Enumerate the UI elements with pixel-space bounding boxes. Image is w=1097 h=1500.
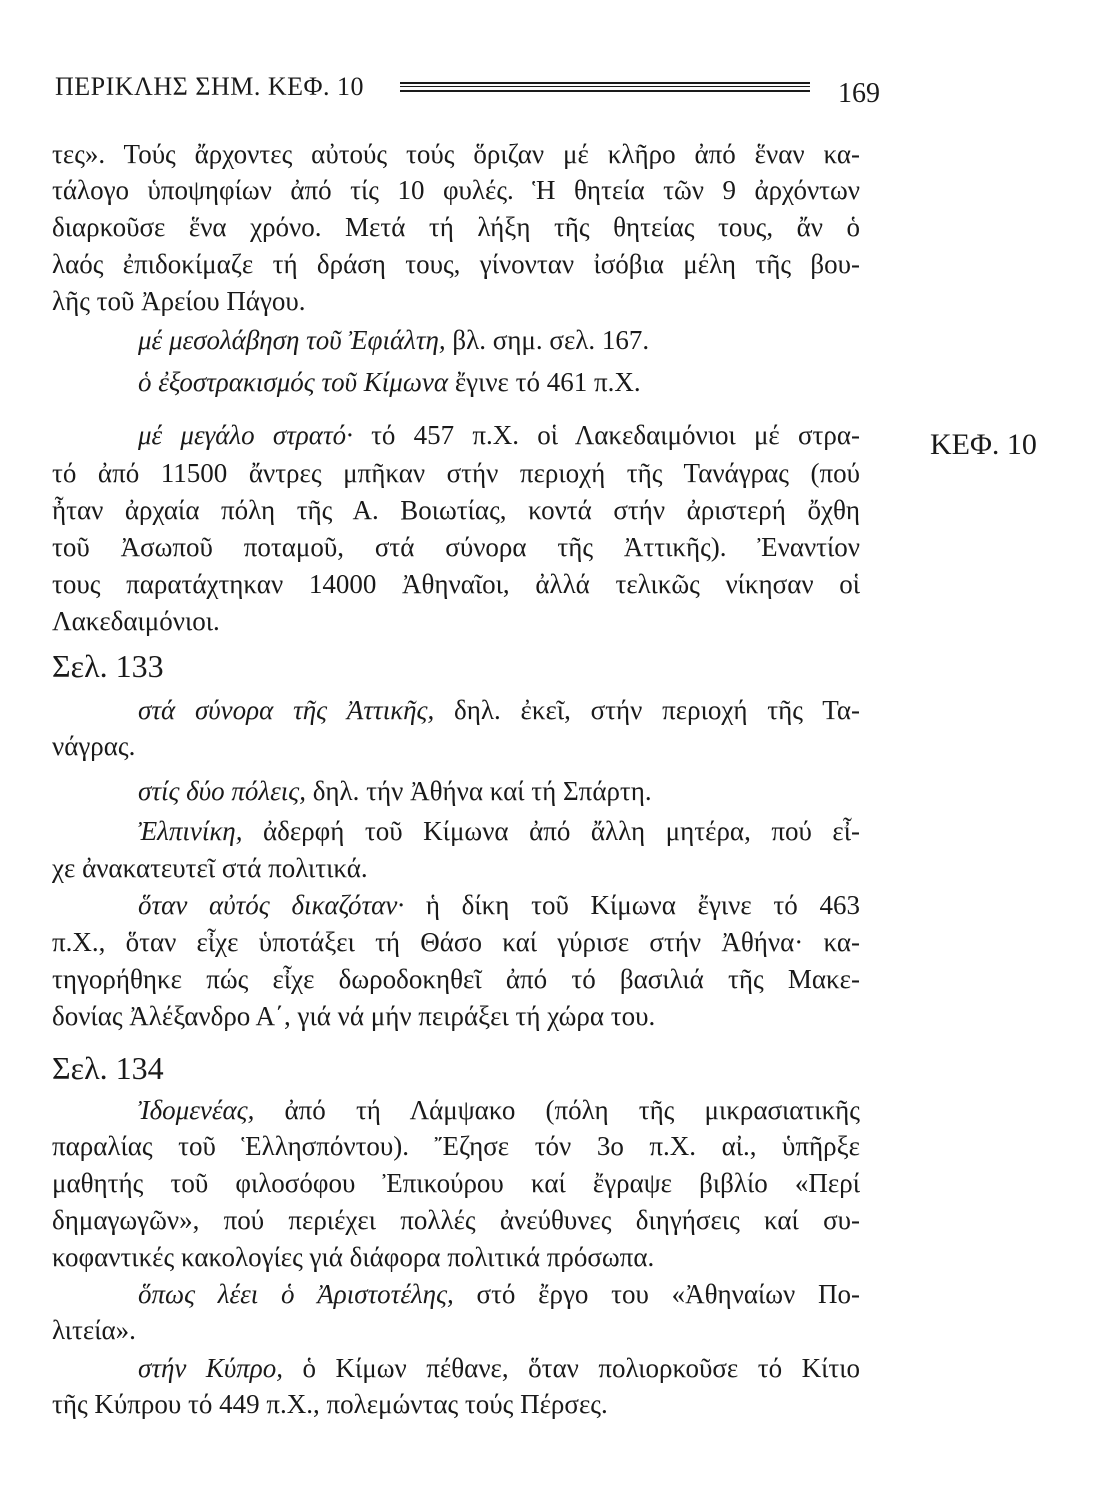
gloss: ὁ Κίμων πέθανε, ὅταν πολιορκοῦσε τό Κίτιο [283,1353,860,1383]
gloss: δηλ. ἐκεῖ, στήν περιοχή τῆς Τα- [434,695,861,725]
text-line [138,322,649,358]
text-line: ἦταν ἀρχαία πόλη τῆς Α. Βοιωτίας, κοντά στήν ἀριστερή ὄχθη [52,495,860,525]
section-heading-133: Σελ. 133 [52,648,164,684]
text-line: Λακεδαιμόνιοι. [52,606,220,636]
text-line [138,692,860,728]
text-line: τοῦ Ἀσωποῦ ποταμοῦ, στά σύνορα τῆς Ἀττικῆς). Ἐναντίον [52,532,860,562]
text-line: τηγορήθηκε πώς εἶχε δωροδοκηθεῖ ἀπό τό βασιλιά τῆς Μακε- [52,964,860,994]
gloss: βλ. σημ. σελ. 167. [445,325,650,355]
gloss: στό ἔργο του «Ἀθηναίων Πο- [453,1279,860,1309]
gloss: τό 457 π.Χ. οἱ Λακεδαιμόνιοι μέ στρα- [352,420,860,450]
running-head: ΠΕΡΙΚΛΗΣ ΣΗΜ. ΚΕΦ. 10 [55,72,365,101]
lemma: στά σύνορα τῆς Ἀττικῆς, [138,695,435,725]
gloss: δηλ. τήν Ἀθήνα καί τή Σπάρτη. [305,776,652,806]
text-line: μαθητής τοῦ φιλοσόφου Ἐπικούρου καί ἔγραψε βιβλίο «Περί [52,1168,860,1198]
lemma: ὅταν αὐτός δικαζόταν· [138,890,405,920]
text-line [138,1092,860,1128]
lemma: μέ μεσολάβηση τοῦ Ἐφιάλτη, [138,325,446,355]
gloss: ἀπό τή Λάμψακο (πόλη τῆς μικρασιατικῆς [254,1095,860,1125]
lemma: Ἰδομενέας, [138,1095,255,1125]
text-line: τες». Τούς ἄρχοντες αὐτούς τούς ὅριζαν μέ κλῆρο ἀπό ἕναν κα- [52,139,860,169]
text-line [138,417,860,453]
margin-note: ΚΕΦ. 10 [930,428,1037,461]
gloss: ἀδερφή τοῦ Κίμωνα ἀπό ἄλλη μητέρα, πού εἶ- [242,816,860,846]
text-line [138,773,652,809]
text-line: χε ἀνακατευτεῖ στά πολιτικά. [52,853,368,883]
gloss: ἡ δίκη τοῦ Κίμωνα ἔγινε τό 463 [404,890,860,920]
lemma: Ἐλπινίκη, [138,816,243,846]
lemma: στίς δύο πόλεις, [138,776,306,806]
text-line [138,1276,860,1312]
text-line: κοφαντικές κακολογίες γιά διάφορα πολιτικά πρόσωπα. [52,1242,655,1272]
text-line [138,813,860,849]
text-line: δονίας Ἀλέξανδρο Α΄, γιά νά μήν πειράξει τή χώρα του. [52,1001,656,1031]
text-line: λαός ἐπιδοκίμαζε τή δράση τους, γίνονταν ἰσόβια μέλη τῆς βου- [52,249,860,279]
text-line: λῆς τοῦ Ἀρείου Πάγου. [52,286,306,316]
text-line: λιτεία». [52,1315,136,1345]
text-line: διαρκοῦσε ἕνα χρόνο. Μετά τή λήξη τῆς θητείας τους, ἄν ὁ [52,212,860,242]
text-line [138,887,860,923]
text-line: νάγρας. [52,731,136,761]
text-line: παραλίας τοῦ Ἑλλησπόντου). Ἔζησε τόν 3ο π.Χ. αἰ., ὑπῆρξε [52,1131,860,1161]
text-line: δημαγωγῶν», πού περιέχει πολλές ἀνεύθυνες διηγήσεις καί συ- [52,1205,860,1235]
lemma: ὁ ἐξοστρακισμός τοῦ Κίμωνα [138,367,449,397]
gloss: ἔγινε τό 461 π.Χ. [448,367,641,397]
text-line: π.Χ., ὅταν εἶχε ὑποτάξει τή Θάσο καί γύρισε στήν Ἀθήνα· κα- [52,927,860,957]
lemma: ὅπως λέει ὁ Ἀριστοτέλης, [138,1279,454,1309]
lemma: μέ μεγάλο στρατό· [138,420,353,450]
page-number: 169 [838,78,880,109]
text-line: τους παρατάχτηκαν 14000 Ἀθηναῖοι, ἀλλά τελικῶς νίκησαν οἱ [52,569,860,599]
header-rule [400,82,810,92]
text-line: τό ἀπό 11500 ἄντρες μπῆκαν στήν περιοχή τῆς Τανάγρας (πού [52,458,860,488]
text-line [138,364,641,400]
page-header [55,72,880,112]
text-line: τῆς Κύπρου τό 449 π.Χ., πολεμώντας τούς Πέρσες. [52,1389,608,1419]
lemma: στήν Κύπρο, [138,1353,284,1383]
text-line [138,1350,860,1386]
text-line: τάλογο ὑποψηφίων ἀπό τίς 10 φυλές. Ἡ θητεία τῶν 9 ἀρχόντων [52,175,860,205]
section-heading-134: Σελ. 134 [52,1050,164,1086]
